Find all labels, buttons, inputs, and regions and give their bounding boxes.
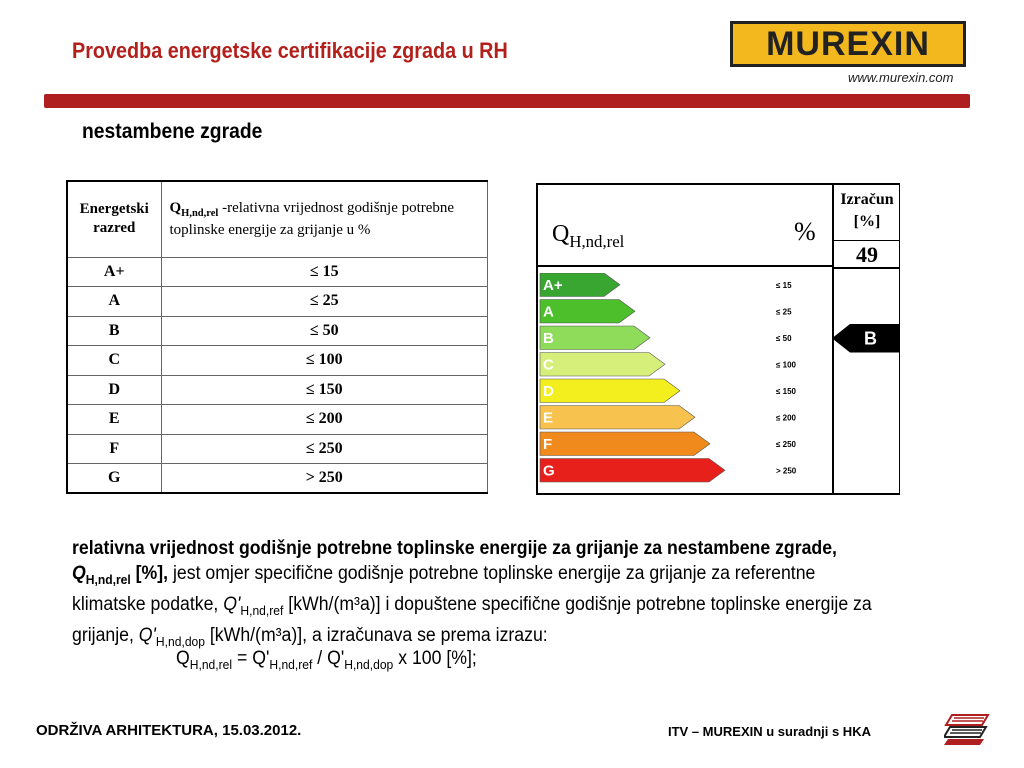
class-cell: C <box>67 346 161 376</box>
arrow-threshold: ≤ 25 <box>776 307 792 317</box>
arrow-threshold: ≤ 100 <box>776 360 796 370</box>
energy-class-table <box>66 180 488 494</box>
value-cell: ≤ 150 <box>161 375 488 405</box>
energy-class-arrows <box>538 273 900 493</box>
class-cell: E <box>67 405 161 435</box>
arrow-label: A <box>543 303 554 321</box>
value-cell: ≤ 50 <box>161 316 488 346</box>
value-cell: ≤ 250 <box>161 434 488 464</box>
energy-arrow-a <box>540 300 792 324</box>
class-cell: G <box>67 464 161 494</box>
selected-class-label: B <box>864 328 877 349</box>
logo-url: www.murexin.com <box>848 70 954 85</box>
arrow-label: C <box>543 356 554 374</box>
arrow-label: D <box>543 382 554 400</box>
energy-arrow-d <box>540 379 797 403</box>
scale-q-label: $Q_{H,nd,rel}$ <box>552 221 625 251</box>
table-row <box>67 434 488 464</box>
footer-event: ODRŽIVA ARHITEKTURA, 15.03.2012. <box>36 722 302 739</box>
footer-credit: ITV – MUREXIN u suradnji s HKA <box>668 724 871 739</box>
arrow-label: A+ <box>543 276 563 294</box>
col-header-class: Energetski razred <box>67 181 161 257</box>
arrow-threshold: > 250 <box>776 466 797 476</box>
arrow-label: B <box>543 329 554 347</box>
energy-scale-panel <box>536 183 900 495</box>
class-cell: A <box>67 287 161 317</box>
value-cell: > 250 <box>161 464 488 494</box>
murexin-logo <box>730 21 966 67</box>
class-cell: B <box>67 316 161 346</box>
class-cell: D <box>67 375 161 405</box>
value-cell: ≤ 200 <box>161 405 488 435</box>
table-row <box>67 257 488 287</box>
energy-arrow-aplus <box>540 273 792 297</box>
col-header-value: $Q_{H,nd,rel}$ -relativna vrijednost godišnje potrebne toplinske energije za grijanje u % <box>161 181 488 257</box>
table-row <box>67 405 488 435</box>
calc-header: Izračun [%] <box>834 183 900 241</box>
value-cell: ≤ 100 <box>161 346 488 376</box>
arrow-threshold: ≤ 15 <box>776 280 792 290</box>
arrow-label: G <box>543 462 555 480</box>
class-cell: A+ <box>67 257 161 287</box>
table-row <box>67 464 488 494</box>
page-title: Provedba energetske certifikacije zgrada u RH <box>72 38 508 63</box>
hka-logo-icon <box>944 711 990 747</box>
class-cell: F <box>67 434 161 464</box>
arrow-threshold: ≤ 150 <box>776 386 796 396</box>
scale-unit: % <box>794 217 816 246</box>
scale-header <box>538 183 832 267</box>
value-cell: ≤ 15 <box>161 257 488 287</box>
table-row <box>67 346 488 376</box>
arrow-label: F <box>543 435 553 453</box>
energy-arrow-f <box>540 432 797 456</box>
arrow-threshold: ≤ 250 <box>776 439 796 449</box>
energy-arrow-c <box>540 353 797 377</box>
calc-value: 49 <box>834 241 900 269</box>
table-row <box>67 316 488 346</box>
table-header-row <box>67 181 488 257</box>
table-row <box>67 287 488 317</box>
formula: $Q_{H,nd,rel} = Q'_{H,nd,ref} / Q'_{H,nd,dop}$ x 100 [%]; <box>176 648 477 672</box>
arrow-threshold: ≤ 50 <box>776 333 792 343</box>
arrow-label: E <box>543 409 554 427</box>
energy-arrow-b <box>540 326 792 350</box>
definition-paragraph: relativna vrijednost godišnje potrebne toplinske energije za grijanje za nestambene zgrade, $Q_{H,nd,rel}$ [%], jest omjer specifične godišnje potrebne toplinske energije za grijanje za referentne klimatske podatke, $Q'_{H,nd,ref}$ [kWh/(m³a)] i dopuštene specifične godišnje potrebne toplinske energije za grijanje, $Q'_{H,nd,dop}$ [kWh/(m³a)], a izračunava se prema izrazu: <box>72 538 872 649</box>
section-subtitle: nestambene zgrade <box>82 120 263 143</box>
header-divider <box>44 94 970 108</box>
selected-class-marker <box>832 324 900 353</box>
table-row <box>67 375 488 405</box>
q-symbol: $Q_{H,nd,rel}$ <box>169 199 219 219</box>
arrow-threshold: ≤ 200 <box>776 413 796 423</box>
value-cell: ≤ 25 <box>161 287 488 317</box>
energy-arrow-e <box>540 406 797 430</box>
energy-arrow-g <box>540 459 797 483</box>
logo-text: MUREXIN <box>766 24 930 63</box>
